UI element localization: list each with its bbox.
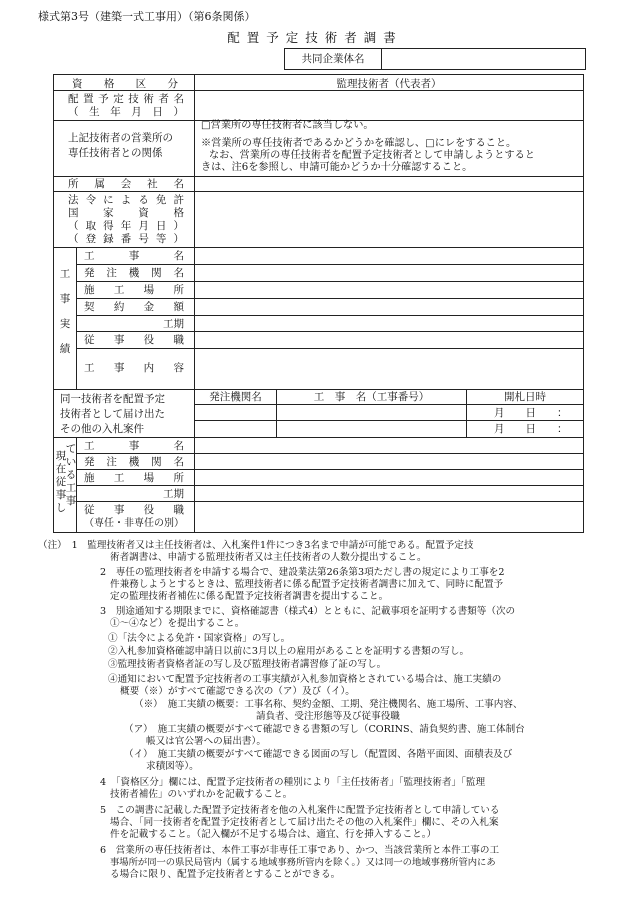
note-3b: ①～④など）を提出すること。 — [110, 618, 245, 629]
label-license-3: （取得年月日） — [68, 220, 184, 232]
work-vertical-3: 実 — [59, 318, 71, 330]
note-2a: 2 専任の監理技術者を申請する場合で、建設業法第26条第3項ただし書の規定により工事を2 — [100, 567, 505, 578]
current-label-client: 発注機関名 — [84, 456, 184, 468]
work-label-content: 工事内容 — [84, 362, 184, 374]
label-license-2: 国家資格 — [68, 207, 184, 219]
label-relation-1: 上記技術者の営業所の — [68, 132, 173, 144]
current-label-name: 工事名 — [84, 440, 184, 452]
label-license-1: 法令による免許 — [68, 194, 184, 206]
note-star-a: （※） 施工実績の概要：工事名称、契約金額、工期、発注機関名、施工場所、工事内容、 — [134, 699, 523, 710]
label-engineer-name: 配置予定技術者名 — [68, 93, 184, 105]
current-label-dedicated: （専任・非専任の別） — [84, 518, 184, 529]
note-5b: 場合、「同一技術者を配置予定技術者として届け出たその他の入札案件」欄に、その入札案 — [110, 817, 499, 828]
note-4a: 4 「資格区分」欄には、配置予定技術者の種別により「主任技術者」「監理技術者」「監理 — [100, 777, 486, 788]
note-6b: 事場所が同一の県民局管内（属する地域事務所管内を除く。）又は同一の地域事務所管内にあ — [110, 857, 496, 868]
note-1a: （注） 1 監理技術者又は主任技術者は、入札案件1件につき3名まで申請が可能である。配置予定技 — [38, 540, 474, 551]
current-vertical-b: て い る 工 事 — [65, 443, 77, 507]
note-1b: 術者調書は、申請する監理技術者又は主任技術者の人数分提出すること。 — [110, 552, 427, 563]
label-license-4: （登録番号等） — [68, 233, 184, 245]
label-relation-2: 専任技術者との関係 — [68, 147, 163, 159]
note-2c: 定の監理技術者補佐に係る配置予定技術者調書を提出すること。 — [110, 591, 389, 602]
same-label-3: その他の入札案件 — [60, 423, 144, 435]
jv-name-box — [284, 48, 586, 70]
note-3-1: ①「法令による免許・国家資格」の写し。 — [108, 633, 291, 644]
document-title: 配置予定技術者調書 — [227, 30, 403, 45]
main-table — [53, 74, 584, 533]
note-3-4a: ④通知において配置予定技術者の工事実績が入札参加資格とされている場合は、施工実績の — [108, 674, 502, 685]
work-label-period: 工期 — [163, 318, 184, 330]
jv-name-field[interactable] — [382, 49, 586, 69]
note-a-2: 帳又は官公署への届出書）。 — [146, 736, 266, 747]
same-date-1[interactable]: 月 日 ： — [494, 407, 568, 419]
current-label-location: 施工場所 — [84, 472, 184, 484]
same-label-2: 技術者として届け出た — [60, 408, 165, 420]
work-vertical-1: 工 — [59, 268, 71, 280]
same-date-2[interactable]: 月 日 ： — [494, 423, 568, 435]
note-3-2: ②入札参加資格確認申請日以前に3月以上の雇用があることを証明する書類の写し。 — [108, 646, 470, 657]
current-label-role: 従事役職 — [84, 504, 184, 516]
header-qualification: 資格区分 — [72, 78, 178, 90]
jv-name-label: 共同企業体名 — [285, 49, 382, 69]
work-label-name: 工事名 — [84, 250, 184, 262]
note-6a: 6 営業所の専任技術者は、本件工事が非専任工事であり、かつ、当該営業所と本件工事の工 — [100, 845, 500, 856]
work-label-role: 従事役職 — [84, 334, 184, 346]
label-company: 所属会社名 — [68, 178, 184, 190]
note-4b: 技術者補佐」のいずれかを記載すること。 — [110, 789, 293, 800]
same-col-client: 発注機関名 — [209, 391, 262, 403]
note-3-3: ③監理技術者資格者証の写し及び監理技術者講習修了証の写し。 — [108, 659, 387, 670]
work-label-amount: 契約金額 — [84, 301, 184, 313]
relation-note-2: なお、営業所の専任技術者を配置予定技術者として申請しようとすると — [209, 150, 535, 161]
note-5c: 件を記載すること。（記入欄が不足する場合は、適宜、行を挿入すること。） — [110, 829, 437, 840]
relation-checkbox-text[interactable]: □営業所の専任技術者に該当しない。 — [201, 120, 374, 131]
relation-note-1: ※営業所の専任技術者であるかどうかを確認し、□にレをすること。 — [201, 138, 517, 149]
label-birthdate: （生年月日） — [68, 106, 184, 118]
note-i-2: 求積図等）。 — [146, 761, 199, 772]
form-number: 様式第3号（建築一式工事用）（第6条関係） — [38, 10, 256, 23]
note-6c: る場合に限り、配置予定技術者とすることができる。 — [110, 869, 341, 880]
header-supervising-engineer: 監理技術者（代表者） — [336, 78, 442, 90]
same-label-1: 同一技術者を配置予定 — [60, 393, 165, 405]
note-a-1: （ア） 施工実績の概要がすべて確認できる書類の写し（CORINS、請負契約書、施工体制台 — [124, 724, 525, 735]
note-3a: 3 別途通知する期限までに、資格確認書（様式4）とともに、記載事項を証明する書類等（次の — [100, 606, 516, 617]
same-col-work-name: 工 事 名（工事番号） — [313, 391, 430, 403]
current-label-period: 工期 — [163, 488, 184, 500]
note-i-1: （イ） 施工実績の概要がすべて確認できる図面の写し（配置図、各階平面図、面積表及び — [124, 749, 513, 760]
note-star-b: 請負者、受注形態等及び従事役職 — [256, 711, 400, 722]
same-col-bid-date: 開札日時 — [504, 391, 546, 403]
note-2b: 件兼務しようとするときは、監理技術者に係る配置予定技術者調書に加えて、同時に配置予 — [110, 579, 504, 590]
work-vertical-2: 事 — [59, 293, 71, 305]
work-label-location: 施工場所 — [84, 284, 184, 296]
note-3-4b: 概要（※）がすべて確認できる次の（ア）及び（イ）。 — [120, 686, 355, 697]
work-vertical-4: 績 — [59, 343, 71, 355]
note-5a: 5 この調書に記載した配置予定技術者を他の入札案件に配置予定技術者として申請している — [100, 805, 500, 816]
work-label-client: 発注機関名 — [84, 267, 184, 279]
current-vertical-a: 現 在 従 事 し — [55, 450, 67, 514]
relation-note-3: きは、注6を参照し、申請可能かどうか十分確認すること。 — [201, 162, 473, 173]
